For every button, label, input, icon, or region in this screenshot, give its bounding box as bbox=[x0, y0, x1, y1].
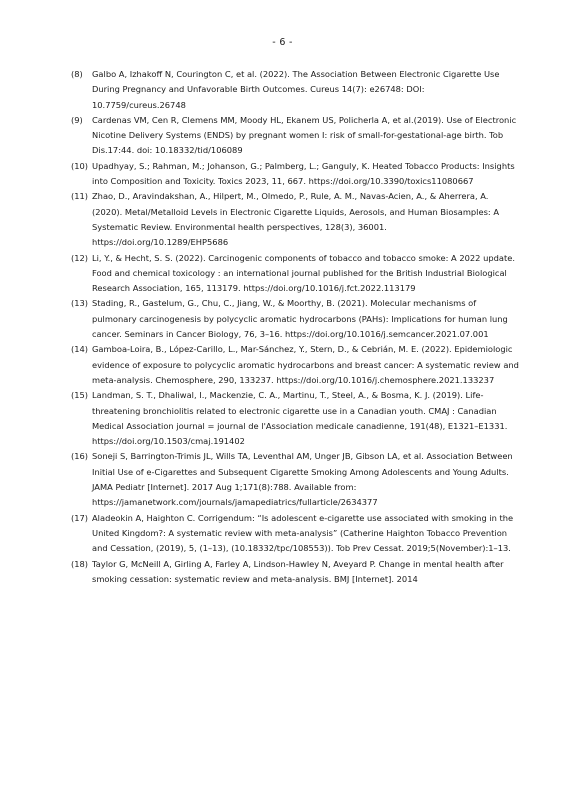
page-number: - 6 - bbox=[272, 37, 293, 48]
reference-item bbox=[71, 449, 521, 510]
reference-number: (18) bbox=[71, 558, 89, 569]
reference-text: Li, Y., & Hecht, S. S. (2022). Carcinogenic components of tobacco and tobacco smoke: A 2022 update. Food and chemical toxicology : an international journal published for the British Industrial Biological Research Association, 165, 113179. https://doi.org/10.1016/j.fct.2022.113179 bbox=[92, 252, 515, 294]
reference-item bbox=[71, 113, 521, 159]
reference-item bbox=[71, 388, 521, 449]
reference-number: (8) bbox=[71, 69, 83, 79]
reference-item bbox=[71, 342, 521, 388]
reference-number: (13) bbox=[71, 298, 89, 309]
reference-item bbox=[71, 557, 521, 588]
reference-text: Cardenas VM, Cen R, Clemens MM, Moody HL, Ekanem US, Policherla A, et al.(2019). Use of Electronic Nicotine Delivery Systems (ENDS) by pregnant women I: risk of small-for-gestational-age birth. Tob Dis.17:44. doi: 10.18332/tid/106089 bbox=[92, 114, 517, 156]
reference-text: Stading, R., Gastelum, G., Chu, C., Jiang, W., & Moorthy, B. (2021). Molecular mechanisms of pulmonary carcinogenesis by polycyclic aromatic hydrocarbons (PAHs): Implications for human lung cancer. Seminars in Cancer Biology, 76, 3–16. https://doi.org/10.1016/j.semcancer.2021.07.001 bbox=[92, 298, 508, 340]
reference-text: Upadhyay, S.; Rahman, M.; Johanson, G.; Palmberg, L.; Ganguly, K. Heated Tobacco Products: Insights into Composition and Toxicity. Toxics 2023, 11, 667. https://doi.org/10.3390/toxics11080667 bbox=[92, 160, 515, 187]
reference-text: Aladeokin A, Haighton C. Corrigendum: “Is adolescent e-cigarette use associated with smoking in the United Kingdom?: A systematic review with meta-analysis” (Catherine Haighton Tobacco Prevention and Cessation, (2019), 5, (1–13), (10.18332/tpc/108553)). Tob Prev Cessat. 2019;5(November):1–13. bbox=[92, 512, 514, 554]
reference-number: (14) bbox=[71, 344, 89, 355]
reference-text: Soneji S, Barrington-Trimis JL, Wills TA, Leventhal AM, Unger JB, Gibson LA, et al. Association Between Initial Use of e-Cigarettes and Subsequent Cigarette Smoking Among Adolescents and Young Adults. JAMA Pediatr [Internet]. 2017 Aug 1;171(8):788. Available from: https://jamanetwork.com/journals/jamapediatrics/fullarticle/2634377 bbox=[92, 451, 513, 508]
reference-text: Galbo A, Izhakoff N, Courington C, et al. (2022). The Association Between Electronic Cigarette Use During Pregnancy and Unfavorable Birth Outcomes. Cureus 14(7): e26748: DOI: 10.7759/cureus.26748 bbox=[92, 69, 500, 110]
reference-number: (10) bbox=[71, 160, 89, 171]
reference-list bbox=[71, 67, 521, 587]
reference-number: (17) bbox=[71, 512, 89, 523]
reference-text: Gamboa-Loira, B., López-Carillo, L., Mar-Sánchez, Y., Stern, D., & Cebrián, M. E. (2022). Epidemiologic evidence of exposure to polycyclic aromatic hydrocarbons and breast cancer: A systematic review and meta-analysis. Chemosphere, 290, 133237. https://doi.org/10.1016/j.chemosphere.2021.133237 bbox=[92, 344, 519, 385]
reference-number: (15) bbox=[71, 390, 89, 401]
reference-text: Taylor G, McNeill A, Girling A, Farley A, Lindson-Hawley N, Aveyard P. Change in mental health after smoking cessation: systematic review and meta-analysis. BMJ [Internet]. 2014 bbox=[92, 558, 504, 584]
reference-item bbox=[71, 67, 521, 113]
reference-text: Zhao, D., Aravindakshan, A., Hilpert, M., Olmedo, P., Rule, A. M., Navas-Acien, A., & Aherrera, A. (2020). Metal/Metalloid Levels in Electronic Cigarette Liquids, Aerosols, and Human Biosamples: A Systematic Review. Environmental health perspectives, 128(3), 36001. https://doi.org/10.1289/EHP5686 bbox=[92, 191, 500, 248]
reference-number: (11) bbox=[71, 191, 89, 202]
reference-item bbox=[71, 511, 521, 557]
reference-number: (9) bbox=[71, 114, 83, 125]
reference-number: (12) bbox=[71, 252, 89, 263]
reference-item bbox=[71, 251, 521, 297]
reference-item bbox=[71, 296, 521, 342]
reference-text: Landman, S. T., Dhaliwal, I., Mackenzie, C. A., Martinu, T., Steel, A., & Bosma, K. J. (2019). Life-threatening bronchiolitis related to electronic cigarette use in a Canadian youth. CMAJ : Canadian Medical Association journal = journal de l'Association medicale canadienne, 191(48), E1321–E1331. https://doi.org/10.1503/cmaj.191402 bbox=[92, 390, 508, 447]
reference-item bbox=[71, 189, 521, 250]
reference-number: (16) bbox=[71, 451, 89, 462]
reference-item bbox=[71, 159, 521, 190]
